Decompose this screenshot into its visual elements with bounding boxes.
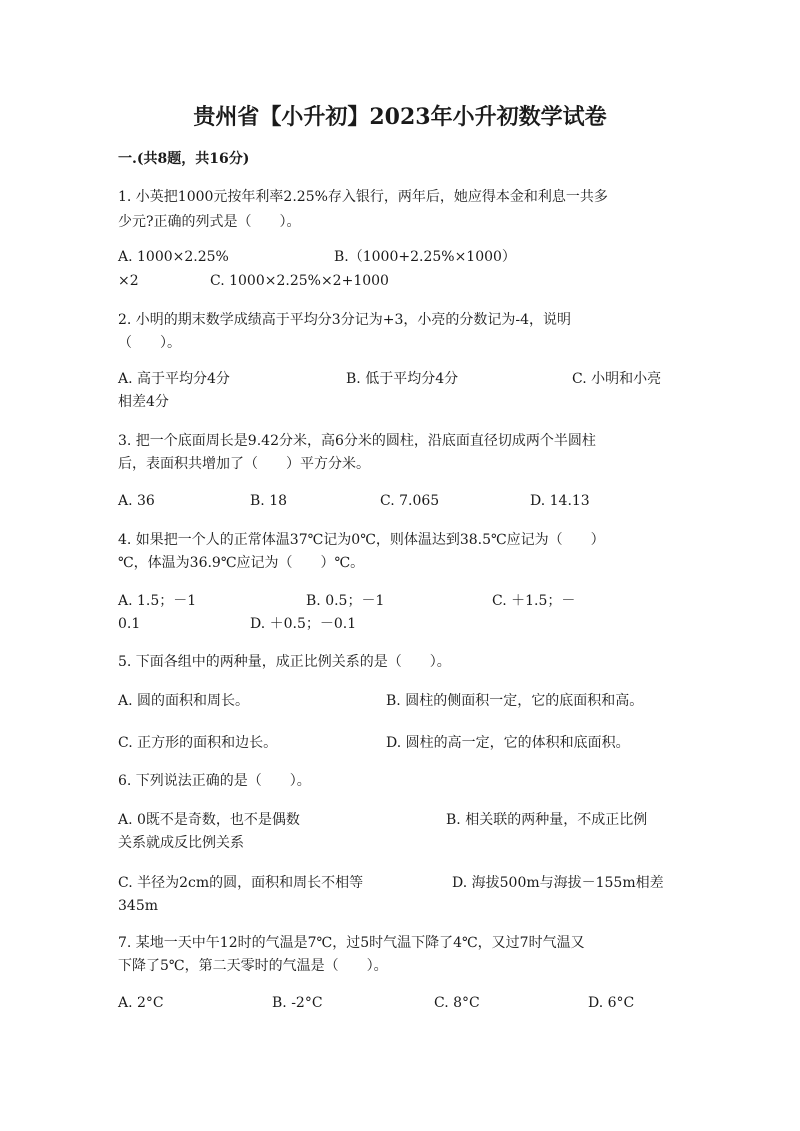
option-b: B. 低于平均分4分 [346,371,459,387]
option-c: C. ＋1.5；－ [492,593,576,609]
question-stem-line: 5. 下面各组中的两种量，成正比例关系的是（ ）。 [118,654,451,670]
option-b: B. 0.5；－1 [306,593,385,609]
option-c: C. 1000×2.25%×2+1000 [210,273,389,289]
option-a: A. 圆的面积和周长。 [118,693,250,709]
page-title: 贵州省【小升初】2023年小升初数学试卷 [193,104,607,130]
question-stem-line: （ ）。 [118,335,181,351]
option-a: A. 2°C [118,995,164,1011]
option-d: D. 海拔500m与海拔－155m相差 [452,875,664,891]
option-a: A. 0既不是奇数，也不是偶数 [118,812,300,828]
option-d-continued: 345m [118,898,158,914]
option-b-continued: ×2 [118,273,139,289]
option-a: A. 高于平均分4分 [118,371,230,387]
option-d: D. 圆柱的高一定，它的体积和底面积。 [386,735,630,751]
question-stem-line: 下降了5℃，第二天零时的气温是（ ）。 [118,958,388,974]
option-b: B.（1000+2.25%×1000） [334,249,516,265]
question-stem-line: ℃，体温为36.9℃应记为（ ）℃。 [118,555,365,571]
question-stem-line: 7. 某地一天中午12时的气温是7℃，过5时气温下降了4℃，又过7时气温又 [118,935,585,951]
option-c: C. 小明和小亮 [572,371,662,387]
option-c: C. 8°C [434,995,480,1011]
option-b-continued: 关系就成反比例关系 [118,835,244,851]
question-stem-line: 6. 下列说法正确的是（ ）。 [118,773,311,789]
option-a: A. 1000×2.25% [118,249,229,265]
question-stem-line: 后，表面积共增加了（ ）平方分米。 [118,456,370,472]
question-stem-line: 1. 小英把1000元按年利率2.25%存入银行，两年后，她应得本金和利息一共多 [118,189,608,205]
option-c: C. 7.065 [380,493,440,509]
option-d: D. 6°C [588,995,635,1011]
option-c: C. 正方形的面积和边长。 [118,735,278,751]
question-stem-line: 4. 如果把一个人的正常体温37℃记为0℃，则体温达到38.5℃应记为（ ） [118,532,605,548]
option-b: B. 相关联的两种量，不成正比例 [446,812,648,828]
option-b: B. 圆柱的侧面积一定，它的底面积和高。 [386,693,644,709]
option-c-continued: 相差4分 [118,394,169,410]
option-d: D. 14.13 [530,493,590,509]
question-stem-line: 2. 小明的期末数学成绩高于平均分3分记为+3，小亮的分数记为-4，说明 [118,312,571,328]
option-b: B. -2°C [272,995,323,1011]
option-d: D. ＋0.5；－0.1 [250,616,357,632]
question-stem-line: 少元?正确的列式是（ ）。 [118,214,301,230]
option-c: C. 半径为2cm的圆，面积和周长不相等 [118,875,364,891]
option-a: A. 1.5；－1 [118,593,197,609]
option-b: B. 18 [250,493,288,509]
option-c-continued: 0.1 [118,616,141,632]
section-heading: 一.(共8题，共16分) [118,151,250,167]
option-a: A. 36 [118,493,155,509]
question-stem-line: 3. 把一个底面周长是9.42分米，高6分米的圆柱，沿底面直径切成两个半圆柱 [118,433,596,449]
